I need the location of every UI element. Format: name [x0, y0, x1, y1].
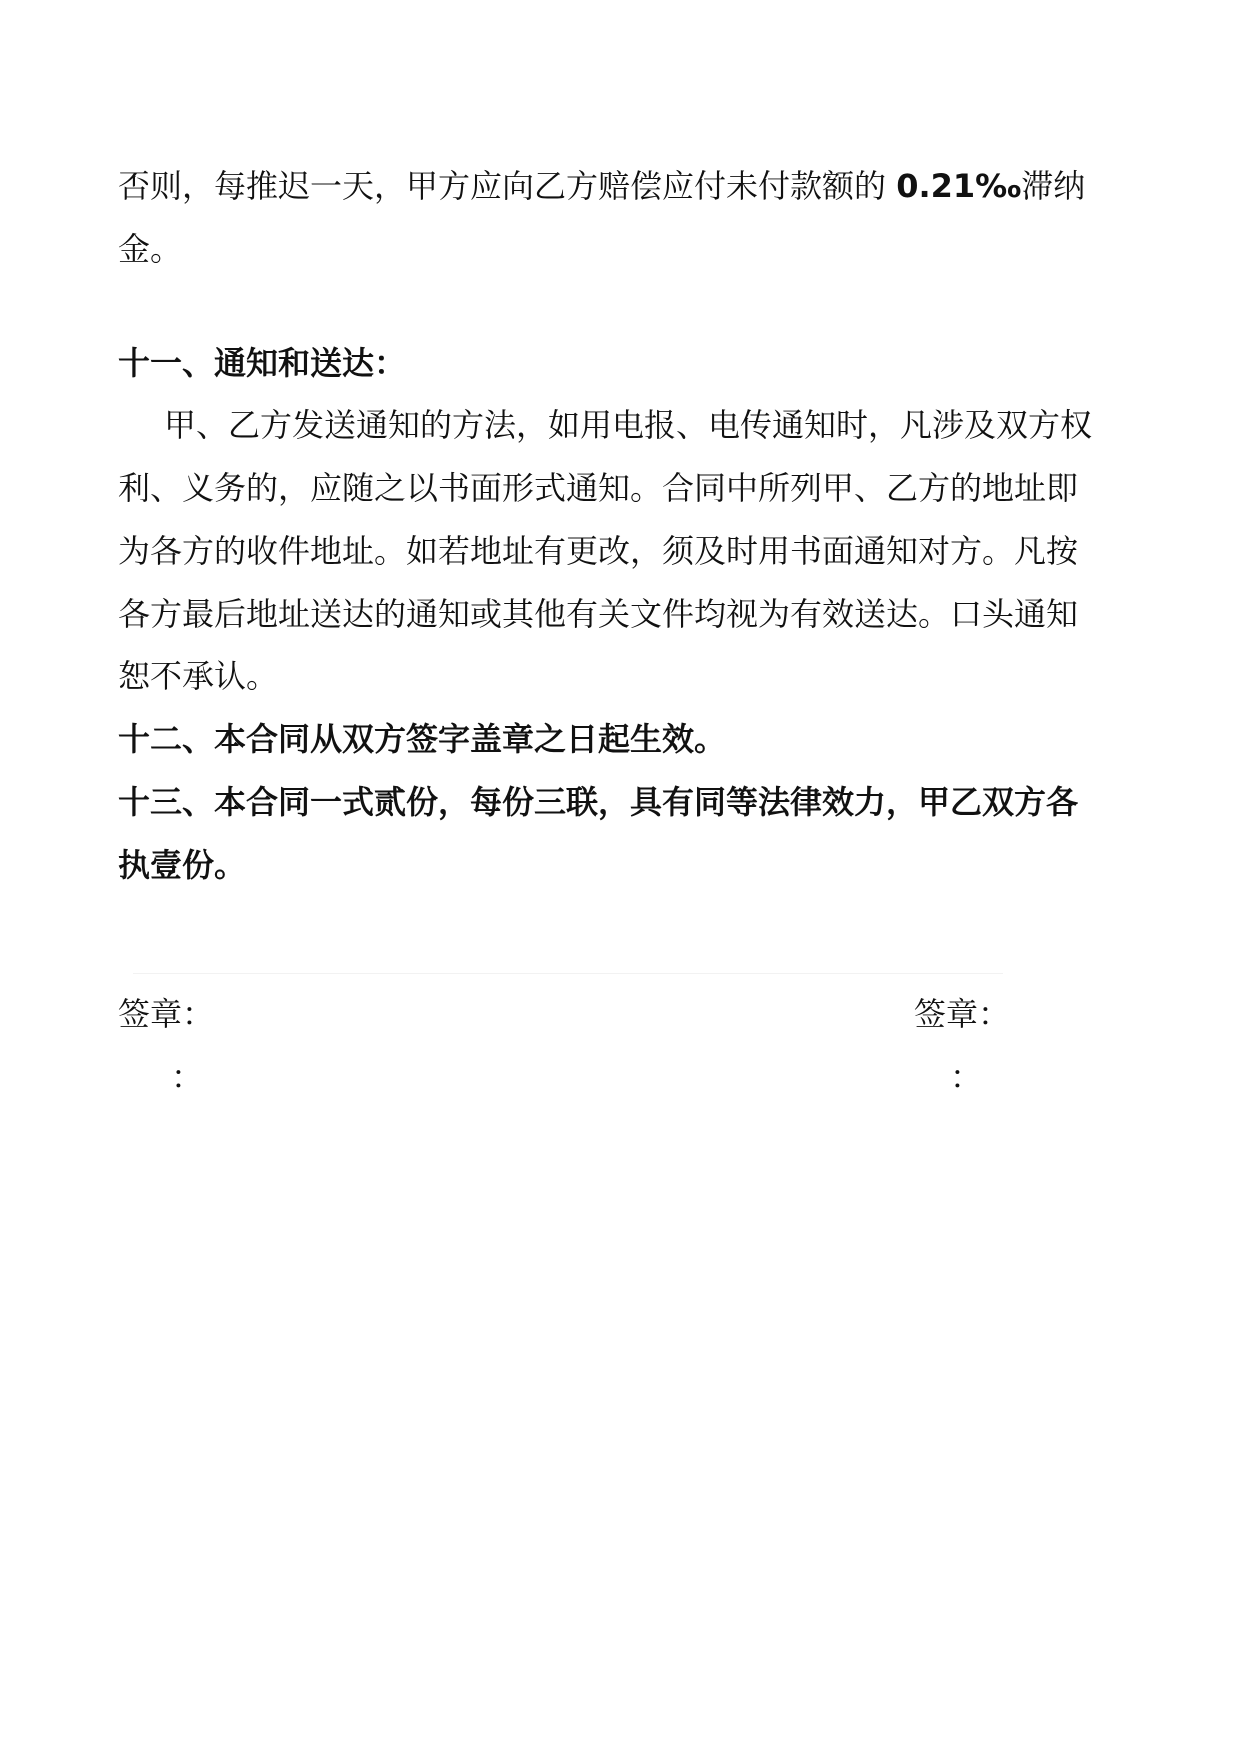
section-11-line-4: 各方最后地址送达的通知或其他有关文件均视为有效送达。口头通知 [118, 595, 1079, 633]
signature-divider [133, 973, 1003, 974]
section-11-line-3: 为各方的收件地址。如若地址有更改，须及时用书面通知对方。凡按 [118, 532, 1079, 570]
section-13-line-1: 十三、本合同一式贰份，每份三联，具有同等法律效力，甲乙双方各 [118, 783, 1079, 821]
late-fee-tail: 滞纳 [1021, 167, 1086, 205]
late-fee-clause-line-1 [118, 166, 1128, 206]
section-11-line-1: 甲、乙方发送通知的方法，如用电报、电传通知时，凡涉及双方权 [164, 406, 1093, 444]
section-11-line-5: 恕不承认。 [118, 657, 279, 695]
signature-right-label: 签章： [914, 995, 1011, 1033]
late-fee-clause-line-2: 金。 [118, 230, 183, 268]
late-fee-rate: 0.21‰ [896, 167, 1022, 205]
section-12-text: 十二、本合同从双方签字盖章之日起生效。 [118, 720, 727, 758]
section-11-line-2: 利、义务的，应随之以书面形式通知。合同中所列甲、乙方的地址即 [118, 469, 1079, 507]
signature-left-label: 签章： [118, 995, 215, 1033]
section-11-heading: 十一、通知和送达： [118, 344, 407, 382]
signature-right-sub: ： [950, 1058, 983, 1096]
signature-left-sub: ： [171, 1058, 204, 1096]
late-fee-text: 否则，每推迟一天，甲方应向乙方赔偿应付未付款额的 [118, 167, 897, 205]
section-13-line-2: 执壹份。 [118, 846, 247, 884]
